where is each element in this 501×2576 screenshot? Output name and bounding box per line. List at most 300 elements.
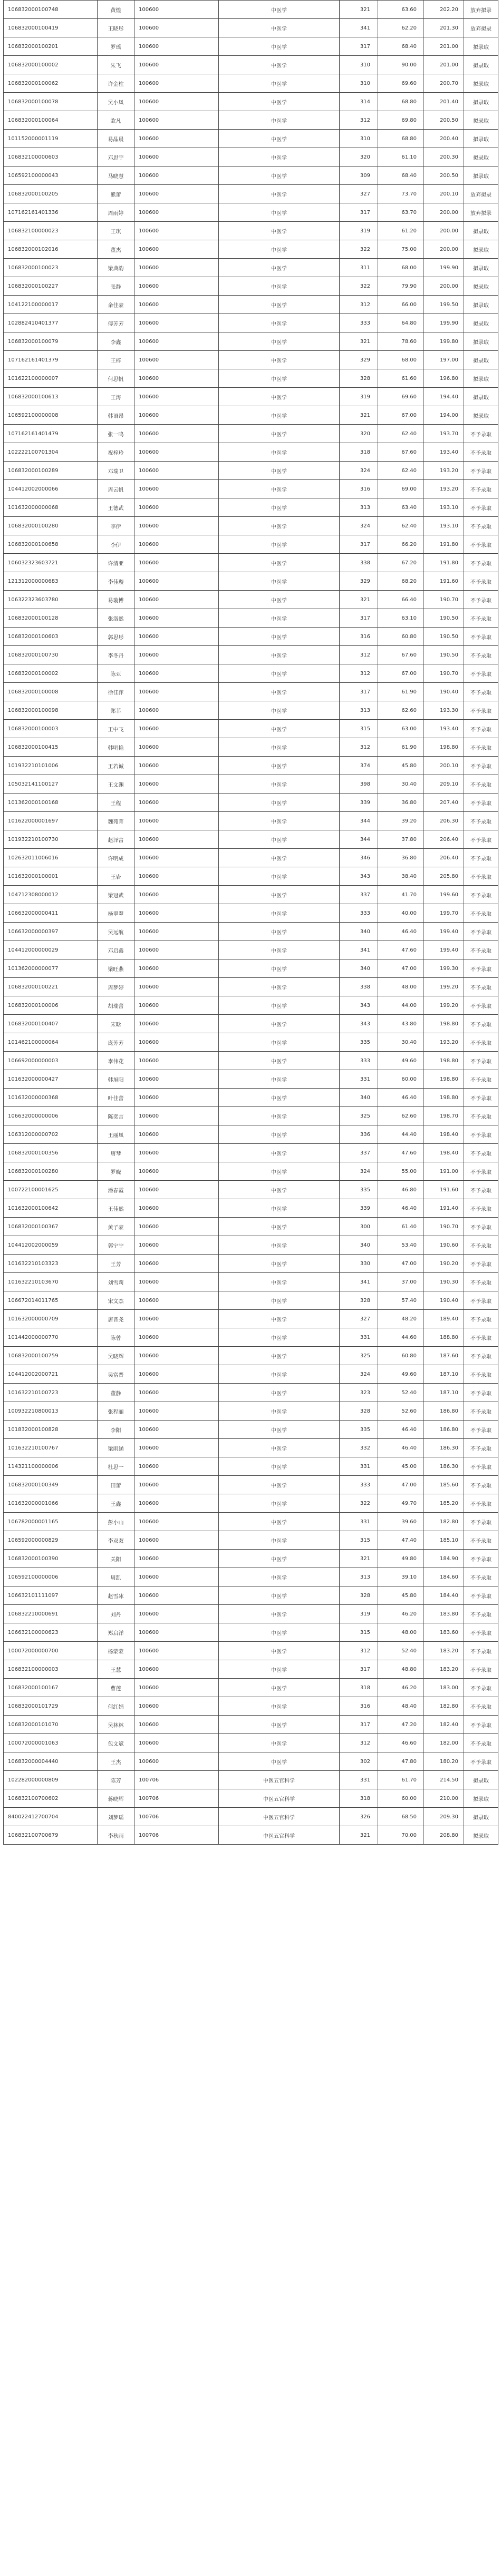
- retest-score-cell: 47.60: [378, 1144, 423, 1162]
- candidate-id-cell: 121312000000683: [4, 572, 98, 591]
- status-cell: 不予录取: [464, 1052, 498, 1070]
- status-cell: 不予录取: [464, 1107, 498, 1125]
- candidate-name-cell: 马晓慧: [98, 166, 134, 185]
- total-score-cell: 200.50: [423, 111, 464, 130]
- status-cell: 拟录取: [464, 56, 498, 74]
- major-code-cell: 100600: [134, 1623, 219, 1642]
- initial-score-cell: 339: [340, 1199, 378, 1218]
- retest-score-cell: 70.00: [378, 1826, 423, 1845]
- major-code-cell: 100600: [134, 222, 219, 240]
- initial-score-cell: 341: [340, 941, 378, 959]
- candidate-name-cell: 吴远航: [98, 923, 134, 941]
- total-score-cell: 182.00: [423, 1734, 464, 1752]
- initial-score-cell: 343: [340, 867, 378, 886]
- table-row: [4, 1771, 498, 1789]
- retest-score-cell: 69.00: [378, 480, 423, 498]
- major-name-cell: 中医学: [219, 93, 340, 111]
- table-row: [4, 664, 498, 683]
- major-code-cell: 100600: [134, 1199, 219, 1218]
- total-score-cell: 199.30: [423, 959, 464, 978]
- status-cell: 不予录取: [464, 775, 498, 794]
- major-name-cell: 中医学: [219, 1439, 340, 1457]
- total-score-cell: 198.40: [423, 1144, 464, 1162]
- major-code-cell: 100600: [134, 1476, 219, 1494]
- candidate-id-cell: 100932210800013: [4, 1402, 98, 1421]
- candidate-name-cell: 周梦婷: [98, 978, 134, 996]
- table-row: [4, 37, 498, 56]
- major-code-cell: 100600: [134, 1494, 219, 1513]
- major-name-cell: 中医学: [219, 1, 340, 19]
- status-cell: 不予录取: [464, 923, 498, 941]
- retest-score-cell: 63.40: [378, 498, 423, 517]
- table-row: [4, 1550, 498, 1568]
- candidate-name-cell: 王佳然: [98, 1199, 134, 1218]
- candidate-name-cell: 唐琴: [98, 1144, 134, 1162]
- major-name-cell: 中医学: [219, 886, 340, 904]
- status-cell: 不予录取: [464, 1199, 498, 1218]
- total-score-cell: 193.40: [423, 720, 464, 738]
- total-score-cell: 200.00: [423, 277, 464, 296]
- table-row: [4, 1310, 498, 1328]
- major-name-cell: 中医五官科学: [219, 1826, 340, 1845]
- table-row: [4, 941, 498, 959]
- major-code-cell: 100600: [134, 259, 219, 277]
- status-cell: 不予录取: [464, 701, 498, 720]
- retest-score-cell: 47.40: [378, 1531, 423, 1550]
- total-score-cell: 190.30: [423, 1273, 464, 1291]
- candidate-id-cell: 100072000000700: [4, 1642, 98, 1660]
- initial-score-cell: 340: [340, 923, 378, 941]
- candidate-id-cell: 106832100700602: [4, 1789, 98, 1808]
- major-name-cell: 中医学: [219, 664, 340, 683]
- major-code-cell: 100600: [134, 277, 219, 296]
- initial-score-cell: 324: [340, 517, 378, 535]
- major-code-cell: 100600: [134, 1679, 219, 1697]
- major-name-cell: 中医学: [219, 1236, 340, 1255]
- candidate-id-cell: 101622100000007: [4, 369, 98, 388]
- retest-score-cell: 46.20: [378, 1679, 423, 1697]
- retest-score-cell: 40.00: [378, 904, 423, 923]
- table-row: [4, 1273, 498, 1291]
- major-name-cell: 中医学: [219, 959, 340, 978]
- candidate-name-cell: 余佳豪: [98, 296, 134, 314]
- major-name-cell: 中医学: [219, 1033, 340, 1052]
- major-code-cell: 100600: [134, 498, 219, 517]
- candidate-name-cell: 杨蒙蒙: [98, 1642, 134, 1660]
- candidate-id-cell: 101362000000077: [4, 959, 98, 978]
- candidate-id-cell: 100072000001063: [4, 1734, 98, 1752]
- initial-score-cell: 331: [340, 1457, 378, 1476]
- major-code-cell: 100600: [134, 1734, 219, 1752]
- initial-score-cell: 316: [340, 480, 378, 498]
- initial-score-cell: 313: [340, 701, 378, 720]
- initial-score-cell: 338: [340, 554, 378, 572]
- initial-score-cell: 336: [340, 1125, 378, 1144]
- table-row: [4, 1734, 498, 1752]
- major-code-cell: 100600: [134, 978, 219, 996]
- total-score-cell: 190.60: [423, 1236, 464, 1255]
- status-cell: 拟录取: [464, 1771, 498, 1789]
- candidate-name-cell: 陈亚: [98, 664, 134, 683]
- total-score-cell: 193.20: [423, 462, 464, 480]
- major-code-cell: 100600: [134, 1052, 219, 1070]
- candidate-name-cell: 邓启鑫: [98, 941, 134, 959]
- candidate-name-cell: 刘丹: [98, 1605, 134, 1623]
- initial-score-cell: 314: [340, 93, 378, 111]
- candidate-id-cell: 101632000000427: [4, 1070, 98, 1089]
- major-code-cell: 100706: [134, 1789, 219, 1808]
- status-cell: 不予录取: [464, 1033, 498, 1052]
- table-row: [4, 1052, 498, 1070]
- status-cell: 不予录取: [464, 1365, 498, 1384]
- status-cell: 拟录取: [464, 1789, 498, 1808]
- status-cell: 不予录取: [464, 1125, 498, 1144]
- major-code-cell: 100600: [134, 1015, 219, 1033]
- major-name-cell: 中医学: [219, 1513, 340, 1531]
- candidate-name-cell: 陈奕言: [98, 1107, 134, 1125]
- retest-score-cell: 57.40: [378, 1291, 423, 1310]
- candidate-id-cell: 106832000100367: [4, 1218, 98, 1236]
- major-code-cell: 100600: [134, 1310, 219, 1328]
- table-row: [4, 720, 498, 738]
- major-name-cell: 中医学: [219, 1107, 340, 1125]
- initial-score-cell: 341: [340, 19, 378, 37]
- candidate-id-cell: 101932210100730: [4, 830, 98, 849]
- candidate-name-cell: 李秋雨: [98, 1826, 134, 1845]
- initial-score-cell: 340: [340, 1089, 378, 1107]
- initial-score-cell: 328: [340, 369, 378, 388]
- candidate-id-cell: 104412002000066: [4, 480, 98, 498]
- candidate-name-cell: 易晶晨: [98, 130, 134, 148]
- initial-score-cell: 324: [340, 462, 378, 480]
- status-cell: 拟录取: [464, 1826, 498, 1845]
- major-code-cell: 100600: [134, 1402, 219, 1421]
- retest-score-cell: 47.00: [378, 959, 423, 978]
- status-cell: 不予录取: [464, 757, 498, 775]
- candidate-name-cell: 刘雪莉: [98, 1273, 134, 1291]
- initial-score-cell: 337: [340, 1144, 378, 1162]
- table-row: [4, 1531, 498, 1550]
- status-cell: 不予录取: [464, 1181, 498, 1199]
- candidate-name-cell: 庞芳芳: [98, 1033, 134, 1052]
- total-score-cell: 183.80: [423, 1605, 464, 1623]
- total-score-cell: 186.30: [423, 1457, 464, 1476]
- retest-score-cell: 39.20: [378, 812, 423, 830]
- total-score-cell: 193.10: [423, 517, 464, 535]
- major-name-cell: 中医学: [219, 941, 340, 959]
- initial-score-cell: 333: [340, 904, 378, 923]
- initial-score-cell: 330: [340, 1255, 378, 1273]
- candidate-id-cell: 106832000100356: [4, 1144, 98, 1162]
- total-score-cell: 187.10: [423, 1384, 464, 1402]
- candidate-name-cell: 许金柱: [98, 74, 134, 93]
- total-score-cell: 190.20: [423, 1255, 464, 1273]
- candidate-id-cell: 101632210103670: [4, 1273, 98, 1291]
- initial-score-cell: 312: [340, 646, 378, 664]
- initial-score-cell: 321: [340, 1550, 378, 1568]
- candidate-name-cell: 李阳: [98, 1421, 134, 1439]
- status-cell: 拟录取: [464, 332, 498, 351]
- candidate-id-cell: 106832000004440: [4, 1752, 98, 1771]
- total-score-cell: 200.30: [423, 148, 464, 166]
- candidate-id-cell: 106832000100221: [4, 978, 98, 996]
- status-cell: 不予录取: [464, 1421, 498, 1439]
- status-cell: 不予录取: [464, 996, 498, 1015]
- status-cell: 拟录取: [464, 1808, 498, 1826]
- candidate-name-cell: 张静: [98, 277, 134, 296]
- status-cell: 拟录取: [464, 406, 498, 425]
- initial-score-cell: 312: [340, 664, 378, 683]
- initial-score-cell: 329: [340, 572, 378, 591]
- major-code-cell: 100600: [134, 1752, 219, 1771]
- initial-score-cell: 337: [340, 886, 378, 904]
- status-cell: 不予录取: [464, 849, 498, 867]
- table-row: [4, 812, 498, 830]
- retest-score-cell: 52.40: [378, 1384, 423, 1402]
- initial-score-cell: 324: [340, 1162, 378, 1181]
- initial-score-cell: 331: [340, 1070, 378, 1089]
- candidate-name-cell: 李双双: [98, 1531, 134, 1550]
- candidate-name-cell: 杜思一: [98, 1457, 134, 1476]
- candidate-id-cell: 105032141100127: [4, 775, 98, 794]
- total-score-cell: 189.40: [423, 1310, 464, 1328]
- major-code-cell: 100600: [134, 130, 219, 148]
- initial-score-cell: 333: [340, 1052, 378, 1070]
- status-cell: 不予录取: [464, 554, 498, 572]
- major-code-cell: 100600: [134, 1550, 219, 1568]
- retest-score-cell: 49.70: [378, 1494, 423, 1513]
- candidate-name-cell: 潘春霞: [98, 1181, 134, 1199]
- candidate-name-cell: 王慧: [98, 1660, 134, 1679]
- status-cell: 不予录取: [464, 886, 498, 904]
- status-cell: 不予录取: [464, 498, 498, 517]
- total-score-cell: 199.40: [423, 941, 464, 959]
- major-code-cell: 100600: [134, 425, 219, 443]
- table-row: [4, 683, 498, 701]
- major-name-cell: 中医学: [219, 1015, 340, 1033]
- initial-score-cell: 310: [340, 56, 378, 74]
- status-cell: 不予录取: [464, 738, 498, 757]
- total-score-cell: 190.70: [423, 591, 464, 609]
- retest-score-cell: 61.10: [378, 148, 423, 166]
- initial-score-cell: 321: [340, 1, 378, 19]
- initial-score-cell: 320: [340, 425, 378, 443]
- candidate-id-cell: 106832000100006: [4, 996, 98, 1015]
- retest-score-cell: 62.60: [378, 701, 423, 720]
- candidate-id-cell: 106832000100407: [4, 1015, 98, 1033]
- retest-score-cell: 66.20: [378, 535, 423, 554]
- table-row: [4, 794, 498, 812]
- status-cell: 拟录取: [464, 277, 498, 296]
- candidate-name-cell: 易璇博: [98, 591, 134, 609]
- major-name-cell: 中医学: [219, 1089, 340, 1107]
- status-cell: 不予录取: [464, 1586, 498, 1605]
- candidate-id-cell: 106322323603780: [4, 591, 98, 609]
- retest-score-cell: 46.40: [378, 1199, 423, 1218]
- candidate-id-cell: 106832100700679: [4, 1826, 98, 1845]
- total-score-cell: 202.20: [423, 1, 464, 19]
- major-name-cell: 中医学: [219, 1218, 340, 1236]
- candidate-id-cell: 101632000100642: [4, 1199, 98, 1218]
- major-name-cell: 中医学: [219, 535, 340, 554]
- total-score-cell: 199.90: [423, 259, 464, 277]
- candidate-id-cell: 106832000100280: [4, 1162, 98, 1181]
- total-score-cell: 209.30: [423, 1808, 464, 1826]
- initial-score-cell: 317: [340, 1660, 378, 1679]
- candidate-id-cell: 106832000100023: [4, 259, 98, 277]
- major-code-cell: 100600: [134, 591, 219, 609]
- total-score-cell: 185.60: [423, 1476, 464, 1494]
- table-row: [4, 93, 498, 111]
- initial-score-cell: 324: [340, 1365, 378, 1384]
- total-score-cell: 208.80: [423, 1826, 464, 1845]
- table-row: [4, 1162, 498, 1181]
- total-score-cell: 183.20: [423, 1660, 464, 1679]
- candidate-id-cell: 106832000100603: [4, 628, 98, 646]
- major-name-cell: 中医学: [219, 222, 340, 240]
- major-code-cell: 100600: [134, 148, 219, 166]
- status-cell: 不予录取: [464, 1513, 498, 1531]
- total-score-cell: 187.10: [423, 1365, 464, 1384]
- table-row: [4, 1181, 498, 1199]
- major-name-cell: 中医学: [219, 1697, 340, 1716]
- major-code-cell: 100706: [134, 1826, 219, 1845]
- retest-score-cell: 61.60: [378, 369, 423, 388]
- major-name-cell: 中医学: [219, 296, 340, 314]
- candidate-id-cell: 101442000000770: [4, 1328, 98, 1347]
- candidate-name-cell: 梁雨涵: [98, 1439, 134, 1457]
- major-name-cell: 中医学: [219, 1052, 340, 1070]
- major-name-cell: 中医学: [219, 1660, 340, 1679]
- candidate-id-cell: 101632000100001: [4, 867, 98, 886]
- initial-score-cell: 343: [340, 996, 378, 1015]
- table-row: [4, 406, 498, 425]
- total-score-cell: 185.20: [423, 1494, 464, 1513]
- major-code-cell: 100600: [134, 1347, 219, 1365]
- initial-score-cell: 312: [340, 296, 378, 314]
- table-row: [4, 1716, 498, 1734]
- initial-score-cell: 321: [340, 591, 378, 609]
- candidate-id-cell: 107162161401479: [4, 425, 98, 443]
- major-name-cell: 中医学: [219, 867, 340, 886]
- status-cell: 不予录取: [464, 1457, 498, 1476]
- retest-score-cell: 46.80: [378, 1181, 423, 1199]
- candidate-id-cell: 101632000000709: [4, 1310, 98, 1328]
- candidate-id-cell: 101632000000368: [4, 1089, 98, 1107]
- status-cell: 不予录取: [464, 1752, 498, 1771]
- candidate-id-cell: 106832100000603: [4, 148, 98, 166]
- total-score-cell: 206.40: [423, 849, 464, 867]
- status-cell: 不予录取: [464, 1494, 498, 1513]
- initial-score-cell: 341: [340, 1273, 378, 1291]
- candidate-name-cell: 刘梦瑶: [98, 1808, 134, 1826]
- major-code-cell: 100600: [134, 720, 219, 738]
- candidate-name-cell: 唐晋尧: [98, 1310, 134, 1328]
- table-row: [4, 480, 498, 498]
- retest-score-cell: 47.60: [378, 941, 423, 959]
- table-row: [4, 1605, 498, 1623]
- major-code-cell: 100600: [134, 166, 219, 185]
- major-code-cell: 100600: [134, 37, 219, 56]
- retest-score-cell: 63.10: [378, 609, 423, 628]
- table-row: [4, 517, 498, 535]
- candidate-id-cell: 106832000100002: [4, 56, 98, 74]
- major-name-cell: 中医学: [219, 591, 340, 609]
- retest-score-cell: 46.20: [378, 1605, 423, 1623]
- major-name-cell: 中医学: [219, 1642, 340, 1660]
- retest-score-cell: 63.70: [378, 203, 423, 222]
- table-row: [4, 56, 498, 74]
- initial-score-cell: 317: [340, 609, 378, 628]
- status-cell: 不予录取: [464, 609, 498, 628]
- table-row: [4, 1679, 498, 1697]
- status-cell: 拟录取: [464, 369, 498, 388]
- retest-score-cell: 66.00: [378, 296, 423, 314]
- candidate-name-cell: 许清亚: [98, 554, 134, 572]
- total-score-cell: 186.80: [423, 1421, 464, 1439]
- status-cell: 不予录取: [464, 1273, 498, 1291]
- candidate-id-cell: 106832100000003: [4, 1660, 98, 1679]
- total-score-cell: 191.80: [423, 554, 464, 572]
- initial-score-cell: 326: [340, 1808, 378, 1826]
- status-cell: 不予录取: [464, 1734, 498, 1752]
- major-code-cell: 100600: [134, 1642, 219, 1660]
- major-name-cell: 中医学: [219, 1586, 340, 1605]
- retest-score-cell: 49.60: [378, 1052, 423, 1070]
- table-row: [4, 388, 498, 406]
- major-name-cell: 中医学: [219, 701, 340, 720]
- major-code-cell: 100600: [134, 738, 219, 757]
- candidate-id-cell: 106832210000691: [4, 1605, 98, 1623]
- table-row: [4, 1513, 498, 1531]
- candidate-id-cell: 106832000102016: [4, 240, 98, 259]
- candidate-name-cell: 董静: [98, 1384, 134, 1402]
- candidate-id-cell: 106832000100280: [4, 517, 98, 535]
- retest-score-cell: 68.40: [378, 166, 423, 185]
- major-code-cell: 100600: [134, 609, 219, 628]
- total-score-cell: 206.30: [423, 812, 464, 830]
- major-code-cell: 100600: [134, 1384, 219, 1402]
- candidate-id-cell: 106832000100730: [4, 646, 98, 664]
- candidate-name-cell: 王德武: [98, 498, 134, 517]
- candidate-name-cell: 朱飞: [98, 56, 134, 74]
- candidate-name-cell: 宋晗: [98, 1015, 134, 1033]
- status-cell: 不予录取: [464, 1070, 498, 1089]
- candidate-name-cell: 宋文杰: [98, 1291, 134, 1310]
- table-row: [4, 738, 498, 757]
- table-row: [4, 1623, 498, 1642]
- candidate-name-cell: 张程丽: [98, 1402, 134, 1421]
- major-name-cell: 中医学: [219, 37, 340, 56]
- total-score-cell: 191.80: [423, 535, 464, 554]
- table-row: [4, 314, 498, 332]
- total-score-cell: 207.40: [423, 794, 464, 812]
- candidate-name-cell: 郭宁宁: [98, 1236, 134, 1255]
- initial-score-cell: 329: [340, 351, 378, 369]
- status-cell: 不予录取: [464, 425, 498, 443]
- candidate-id-cell: 101632210103323: [4, 1255, 98, 1273]
- candidate-id-cell: 840022412700704: [4, 1808, 98, 1826]
- status-cell: 拟录取: [464, 74, 498, 93]
- initial-score-cell: 328: [340, 1291, 378, 1310]
- major-code-cell: 100600: [134, 19, 219, 37]
- initial-score-cell: 331: [340, 1328, 378, 1347]
- table-row: [4, 19, 498, 37]
- initial-score-cell: 310: [340, 130, 378, 148]
- initial-score-cell: 322: [340, 277, 378, 296]
- status-cell: 不予录取: [464, 1384, 498, 1402]
- total-score-cell: 201.40: [423, 93, 464, 111]
